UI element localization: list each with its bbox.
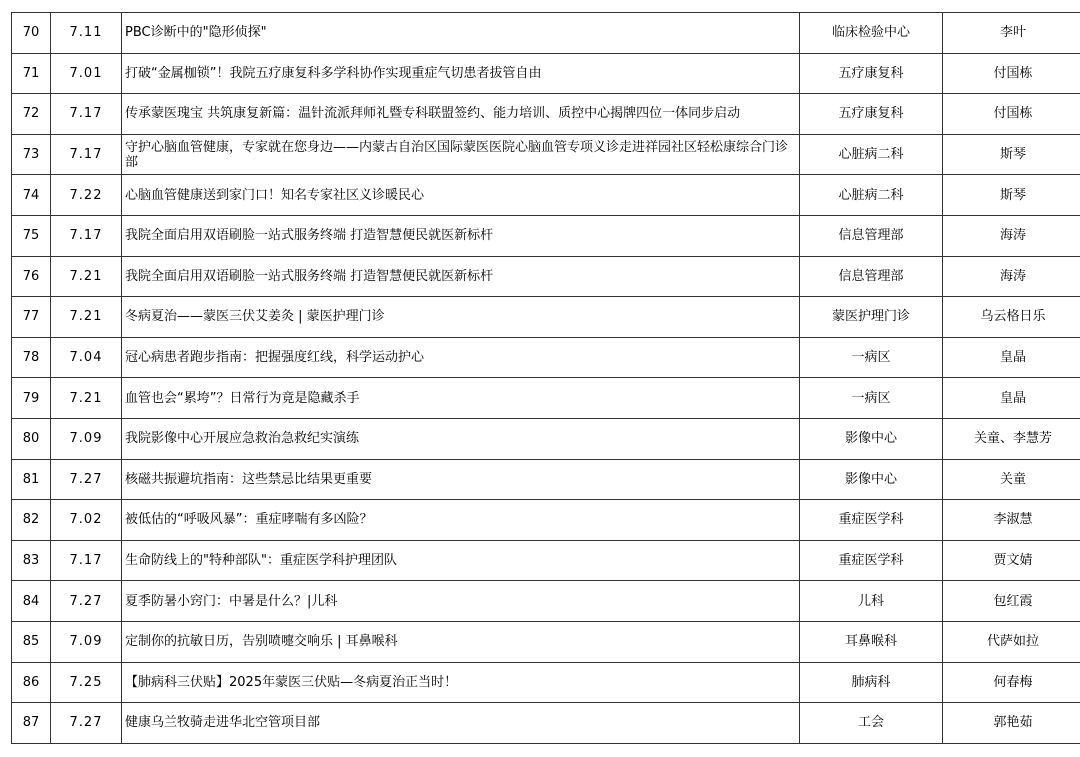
row-number-cell: 72 bbox=[12, 94, 51, 135]
row-number-cell: 81 bbox=[12, 459, 51, 500]
table-row bbox=[12, 621, 1080, 662]
row-department-cell: 五疗康复科 bbox=[800, 94, 943, 135]
table-row bbox=[12, 215, 1080, 256]
row-author-cell: 李叶 bbox=[943, 13, 1080, 54]
row-department-cell: 影像中心 bbox=[800, 418, 943, 459]
row-title-cell: 定制你的抗敏日历，告别喷嚏交响乐 | 耳鼻喉科 bbox=[122, 621, 800, 662]
row-title-cell: 生命防线上的"特种部队"：重症医学科护理团队 bbox=[122, 540, 800, 581]
row-author-cell: 斯琴 bbox=[943, 175, 1080, 216]
row-date-cell: 7.25 bbox=[51, 662, 122, 703]
row-title-cell: 守护心脑血管健康，专家就在您身边——内蒙古自治区国际蒙医医院心脑血管专项义诊走进祥园社区轻松康综合门诊部 bbox=[122, 134, 800, 175]
row-author-cell: 关童 bbox=[943, 459, 1080, 500]
table-row bbox=[12, 94, 1080, 135]
row-author-cell: 郭艳茹 bbox=[943, 703, 1080, 744]
row-author-cell: 海涛 bbox=[943, 256, 1080, 297]
row-department-cell: 心脏病二科 bbox=[800, 175, 943, 216]
row-department-cell: 工会 bbox=[800, 703, 943, 744]
table-row bbox=[12, 459, 1080, 500]
row-author-cell: 海涛 bbox=[943, 215, 1080, 256]
row-date-cell: 7.22 bbox=[51, 175, 122, 216]
row-number-cell: 70 bbox=[12, 13, 51, 54]
row-department-cell: 儿科 bbox=[800, 581, 943, 622]
table-row bbox=[12, 540, 1080, 581]
row-author-cell: 皇晶 bbox=[943, 378, 1080, 419]
table-row bbox=[12, 378, 1080, 419]
row-date-cell: 7.21 bbox=[51, 256, 122, 297]
row-title-cell: 健康乌兰牧骑走进华北空管项目部 bbox=[122, 703, 800, 744]
table-row bbox=[12, 500, 1080, 541]
row-title-cell: 我院影像中心开展应急救治急救纪实演练 bbox=[122, 418, 800, 459]
row-number-cell: 77 bbox=[12, 297, 51, 338]
row-date-cell: 7.17 bbox=[51, 134, 122, 175]
row-title-cell: 血管也会“累垮”？日常行为竟是隐藏杀手 bbox=[122, 378, 800, 419]
row-department-cell: 临床检验中心 bbox=[800, 13, 943, 54]
row-date-cell: 7.09 bbox=[51, 418, 122, 459]
row-title-cell: 冬病夏治——蒙医三伏艾姜灸 | 蒙医护理门诊 bbox=[122, 297, 800, 338]
row-date-cell: 7.21 bbox=[51, 378, 122, 419]
table-row bbox=[12, 297, 1080, 338]
row-title-cell: 被低估的“呼吸风暴”：重症哮喘有多凶险？ bbox=[122, 500, 800, 541]
row-department-cell: 信息管理部 bbox=[800, 256, 943, 297]
row-number-cell: 78 bbox=[12, 337, 51, 378]
table-row bbox=[12, 703, 1080, 744]
row-date-cell: 7.17 bbox=[51, 215, 122, 256]
row-date-cell: 7.02 bbox=[51, 500, 122, 541]
row-date-cell: 7.21 bbox=[51, 297, 122, 338]
row-department-cell: 重症医学科 bbox=[800, 500, 943, 541]
row-number-cell: 85 bbox=[12, 621, 51, 662]
row-author-cell: 斯琴 bbox=[943, 134, 1080, 175]
row-title-cell: 我院全面启用双语刷脸一站式服务终端 打造智慧便民就医新标杆 bbox=[122, 256, 800, 297]
row-date-cell: 7.27 bbox=[51, 459, 122, 500]
row-author-cell: 李淑慧 bbox=[943, 500, 1080, 541]
row-title-cell: 打破“金属枷锁”！我院五疗康复科多学科协作实现重症气切患者拔管自由 bbox=[122, 53, 800, 94]
row-author-cell: 付国栋 bbox=[943, 94, 1080, 135]
row-author-cell: 包红霞 bbox=[943, 581, 1080, 622]
row-department-cell: 影像中心 bbox=[800, 459, 943, 500]
row-date-cell: 7.27 bbox=[51, 703, 122, 744]
row-number-cell: 75 bbox=[12, 215, 51, 256]
table-row bbox=[12, 13, 1080, 54]
row-title-cell: 心脑血管健康送到家门口！知名专家社区义诊暖民心 bbox=[122, 175, 800, 216]
table-row bbox=[12, 662, 1080, 703]
row-number-cell: 84 bbox=[12, 581, 51, 622]
row-author-cell: 皇晶 bbox=[943, 337, 1080, 378]
row-number-cell: 86 bbox=[12, 662, 51, 703]
row-number-cell: 74 bbox=[12, 175, 51, 216]
table-row bbox=[12, 418, 1080, 459]
row-number-cell: 71 bbox=[12, 53, 51, 94]
row-department-cell: 一病区 bbox=[800, 378, 943, 419]
row-department-cell: 心脏病二科 bbox=[800, 134, 943, 175]
row-department-cell: 肺病科 bbox=[800, 662, 943, 703]
row-number-cell: 82 bbox=[12, 500, 51, 541]
row-date-cell: 7.17 bbox=[51, 540, 122, 581]
table-row bbox=[12, 53, 1080, 94]
row-department-cell: 一病区 bbox=[800, 337, 943, 378]
row-department-cell: 信息管理部 bbox=[800, 215, 943, 256]
row-title-cell: 【肺病科三伏贴】2025年蒙医三伏贴—冬病夏治正当时！ bbox=[122, 662, 800, 703]
article-table bbox=[11, 12, 1080, 744]
row-title-cell: 冠心病患者跑步指南：把握强度红线，科学运动护心 bbox=[122, 337, 800, 378]
row-date-cell: 7.17 bbox=[51, 94, 122, 135]
row-number-cell: 80 bbox=[12, 418, 51, 459]
row-date-cell: 7.04 bbox=[51, 337, 122, 378]
table-row bbox=[12, 337, 1080, 378]
row-title-cell: 夏季防暑小窍门：中暑是什么？|儿科 bbox=[122, 581, 800, 622]
row-number-cell: 79 bbox=[12, 378, 51, 419]
row-date-cell: 7.27 bbox=[51, 581, 122, 622]
row-title-cell: 传承蒙医瑰宝 共筑康复新篇：温针流派拜师礼暨专科联盟签约、能力培训、质控中心揭牌四位一体同步启动 bbox=[122, 94, 800, 135]
row-date-cell: 7.01 bbox=[51, 53, 122, 94]
row-number-cell: 73 bbox=[12, 134, 51, 175]
row-author-cell: 关童、李慧芳 bbox=[943, 418, 1080, 459]
row-date-cell: 7.11 bbox=[51, 13, 122, 54]
row-title-cell: 我院全面启用双语刷脸一站式服务终端 打造智慧便民就医新标杆 bbox=[122, 215, 800, 256]
row-title-cell: PBC诊断中的"隐形侦探" bbox=[122, 13, 800, 54]
row-department-cell: 五疗康复科 bbox=[800, 53, 943, 94]
row-author-cell: 贾文婧 bbox=[943, 540, 1080, 581]
table-row bbox=[12, 134, 1080, 175]
row-date-cell: 7.09 bbox=[51, 621, 122, 662]
table-body bbox=[12, 13, 1080, 744]
table-row bbox=[12, 175, 1080, 216]
row-author-cell: 付国栋 bbox=[943, 53, 1080, 94]
table-row bbox=[12, 581, 1080, 622]
row-department-cell: 耳鼻喉科 bbox=[800, 621, 943, 662]
row-author-cell: 乌云格日乐 bbox=[943, 297, 1080, 338]
row-number-cell: 76 bbox=[12, 256, 51, 297]
row-author-cell: 何春梅 bbox=[943, 662, 1080, 703]
row-department-cell: 重症医学科 bbox=[800, 540, 943, 581]
row-author-cell: 代萨如拉 bbox=[943, 621, 1080, 662]
row-number-cell: 87 bbox=[12, 703, 51, 744]
table-row bbox=[12, 256, 1080, 297]
row-number-cell: 83 bbox=[12, 540, 51, 581]
row-title-cell: 核磁共振避坑指南：这些禁忌比结果更重要 bbox=[122, 459, 800, 500]
row-department-cell: 蒙医护理门诊 bbox=[800, 297, 943, 338]
